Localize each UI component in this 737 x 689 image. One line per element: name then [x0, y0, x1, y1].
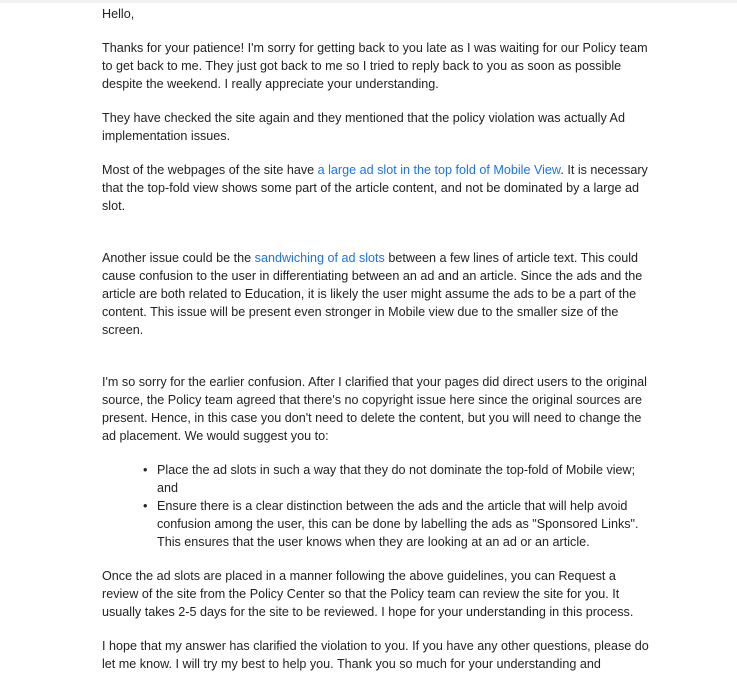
top-divider [0, 0, 737, 3]
suggestion-text: Ensure there is a clear distinction between the ads and the article that will help avoid confusion among the user, this can be done by labelling the ads as "Sponsored Links". This ensures that the user knows when they are looking at an ad or an article. [157, 499, 639, 549]
suggestion-item [143, 461, 654, 497]
paragraph-policy-check: They have checked the site again and they mentioned that the policy violation was actually Ad implementation issues. [102, 111, 625, 143]
email-message-body [102, 5, 654, 689]
paragraph-copyright-clarification: I'm so sorry for the earlier confusion. After I clarified that your pages did direct users to the original source, the Policy team agreed that there's no copyright issue here since the original sources are present. Hence, in this case you don't need to delete the content, but you will need to change the ad placement. We would suggest you to: [102, 375, 647, 443]
paragraph-request-review: Once the ad slots are placed in a manner following the above guidelines, you can Request a review of the site from the Policy Center so that the Policy team can review the site for you. It usually takes 2-5 days for the site to be reviewed. I hope for your understanding in this process. [102, 569, 634, 619]
sandwiching-ad-slots-link[interactable]: sandwiching of ad slots [254, 251, 385, 265]
suggestion-text: Place the ad slots in such a way that they do not dominate the top-fold of Mobile view; and [157, 463, 636, 495]
paragraph-apology: Thanks for your patience! I'm sorry for getting back to you late as I was waiting for our Policy team to get back to me. They just got back to me so I tried to reply back to you as soon as possible despite the weekend. I really appreciate your understanding. [102, 41, 648, 91]
bullet-icon: • [143, 463, 148, 477]
paragraph-sandwiching-text-after: between a few lines of article text. This could cause confusion to the user in differentiating between an ad and an article. Since the ads and the article are both related to Education, it is likely the user might assume the ads to be a part of the content. This issue will be present even stronger in Mobile view due to the smaller size of the screen. [102, 251, 643, 337]
suggestion-list [102, 461, 654, 551]
paragraph-sandwiching-issue [102, 249, 654, 339]
top-fold-ad-slot-link[interactable]: a large ad slot in the top fold of Mobile View [317, 163, 561, 177]
paragraph-top-fold-text-after: . It is necessary that the top-fold view shows some part of the article content, and not be dominated by a large ad slot. [102, 163, 648, 213]
paragraph-sandwiching-text-before: Another issue could be the [102, 251, 255, 265]
paragraph-closing: I hope that my answer has clarified the violation to you. If you have any other questions, please do let me know. I will try my best to help you. Thank you so much for your understanding and [102, 639, 649, 671]
paragraph-top-fold-issue [102, 161, 654, 215]
paragraph-top-fold-text-before: Most of the webpages of the site have [102, 163, 318, 177]
greeting: Hello, [102, 7, 135, 21]
bullet-icon: • [143, 499, 148, 513]
suggestion-item [143, 497, 654, 551]
